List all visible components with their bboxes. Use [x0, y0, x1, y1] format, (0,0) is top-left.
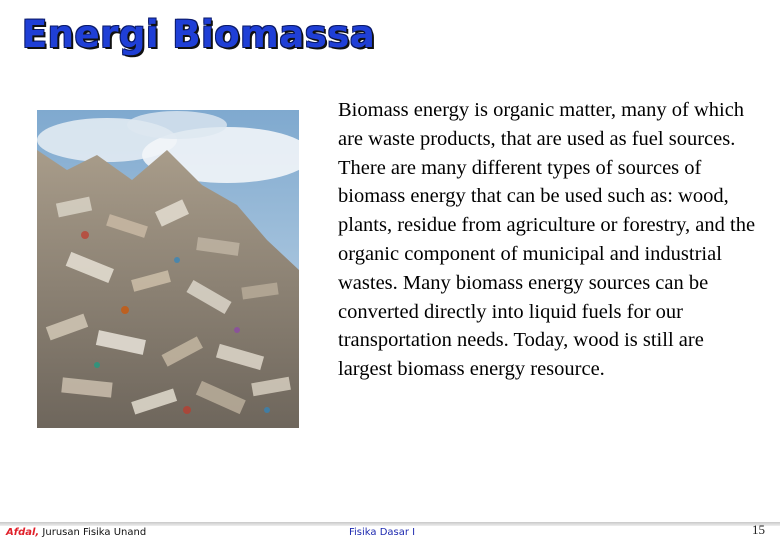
waste-pile-photo: [37, 110, 299, 428]
slide-title: Energi Biomassa: [22, 13, 376, 56]
page-number: 15: [752, 522, 765, 537]
footer-left: [6, 527, 146, 538]
footer-author: Afdal,: [6, 527, 40, 538]
footer-course: Fisika Dasar I: [349, 527, 416, 538]
footer-department: Jurusan Fisika Unand: [42, 527, 147, 538]
footer-divider: [0, 522, 780, 526]
body-text: Biomass energy is organic matter, many of which are waste products, that are used as fuel sources. There are many different types of sources of biomass energy that can be used such as: wood, plants, residue from agriculture or forestry, and the organic component of municipal and industrial wastes. Many biomass energy sources can be converted directly into liquid fuels for our transportation needs. Today, wood is still are largest biomass energy resource.: [338, 99, 756, 381]
